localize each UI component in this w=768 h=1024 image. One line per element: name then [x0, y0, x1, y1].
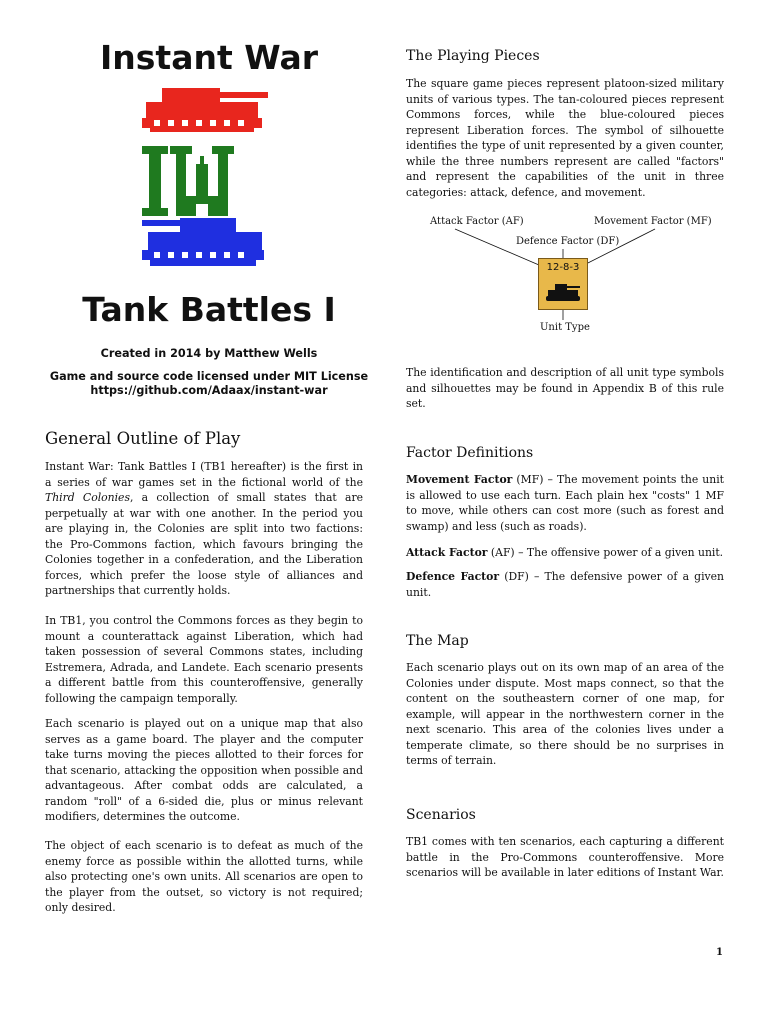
mf-text: (MF) – The movement points the unit is allowed to use each turn. Each plain hex "costs" 1 MF to move, while others can cost more (such as forest and swamp) and less (such as roads).	[406, 473, 724, 533]
diagram-leader-lines	[0, 0, 768, 340]
outline-paragraph-4: The object of each scenario is to defeat as much of the enemy force as possible within the allotted turns, while also protecting one's own units. All scenarios are open to the player from the outset, so victory is not required; only desired.	[45, 839, 363, 914]
attack-factor-label: Attack Factor (AF)	[430, 216, 524, 227]
counter-factors: 12-8-3	[546, 262, 580, 273]
outline-paragraph-1	[45, 459, 363, 599]
page-number: 1	[716, 947, 723, 958]
sample-counter	[538, 258, 588, 310]
section-heading-map: The Map	[406, 633, 469, 649]
df-term: Defence Factor	[406, 570, 500, 583]
af-text: (AF) – The offensive power of a given unit.	[487, 546, 724, 559]
source-url[interactable]: https://github.com/Adaax/instant-war	[90, 384, 328, 397]
movement-factor-label: Movement Factor (MF)	[594, 216, 712, 227]
section-heading-outline: General Outline of Play	[45, 429, 241, 448]
created-credit: Created in 2014 by Matthew Wells	[100, 347, 318, 360]
section-heading-pieces: The Playing Pieces	[406, 48, 540, 64]
scenarios-paragraph: TB1 comes with ten scenarios, each capturing a different battle in the Pro-Commons counteroffensive. More scenarios will be available in later editions of Instant War.	[406, 835, 724, 879]
game-title: Instant War	[100, 38, 318, 77]
game-subtitle: Tank Battles I	[82, 290, 336, 329]
tank-silhouette-icon	[545, 281, 581, 303]
outline-p1-text-cont: , a collection of small states that are perpetually at war with one another. In the period you are playing in, the Colonies are split into two factions: the Pro-Commons faction, which favours bringing the Colonies together in a confederation, and the Liberation forces, which prefer the loose style of alliances and partnerships that currently holds.	[45, 491, 363, 597]
license-credit: Game and source code licensed under MIT License	[49, 370, 369, 383]
attack-factor-definition	[406, 545, 724, 561]
section-heading-factors: Factor Definitions	[406, 445, 534, 461]
outline-paragraph-3: Each scenario is played out on a unique map that also serves as a game board. The player and the computer take turns moving the pieces allotted to their forces for that scenario, attacking the opposition when possible and advantageous. After combat odds are calculated, a random "roll" of a 6-sided die, plus or minus relevant modifiers, determines the outcome.	[45, 717, 363, 823]
outline-paragraph-2: In TB1, you control the Commons forces as they begin to mount a counterattack against Liberation, which had taken possession of several Commons states, including Estremera, Adrada, and Landete. Each scenario presents a different battle from this counteroffensive, generally following the campaign temporally.	[45, 614, 363, 705]
mf-term: Movement Factor	[406, 473, 513, 486]
defence-factor-definition	[406, 569, 724, 600]
af-term: Attack Factor	[406, 546, 488, 559]
pieces-paragraph-1: The square game pieces represent platoon-sized military units of various types. The tan-coloured pieces represent Commons forces, while the blue-coloured pieces represent Liberation forces. The symbol of silhouette identifies the type of unit represented by a given counter, while the three numbers represent are called "factors" and represent the capabilities of the unit in three categories: attack, defence, and movement.	[406, 77, 724, 199]
pieces-paragraph-2: The identification and description of all unit type symbols and silhouettes may be found in Appendix B of this rule set.	[406, 366, 724, 410]
df-text: (DF) – The defensive power of a given unit.	[406, 570, 724, 599]
unit-type-label: Unit Type	[540, 322, 590, 333]
defence-factor-label: Defence Factor (DF)	[516, 236, 620, 247]
section-heading-scenarios: Scenarios	[406, 807, 476, 823]
map-paragraph: Each scenario plays out on its own map of an area of the Colonies under dispute. Most maps connect, so that the content on the southeastern corner of one map, for example, will appear in the northwestern corner in the next scenario. This area of the colonies lives under a temperate climate, so there should be no surprises in terms of terrain.	[406, 661, 724, 767]
third-colonies-term: Third Colonies	[45, 491, 130, 504]
outline-p1-text: Instant War: Tank Battles I (TB1 hereafter) is the first in a series of war games set in the fictional world of the	[45, 460, 363, 489]
movement-factor-definition	[406, 472, 724, 534]
